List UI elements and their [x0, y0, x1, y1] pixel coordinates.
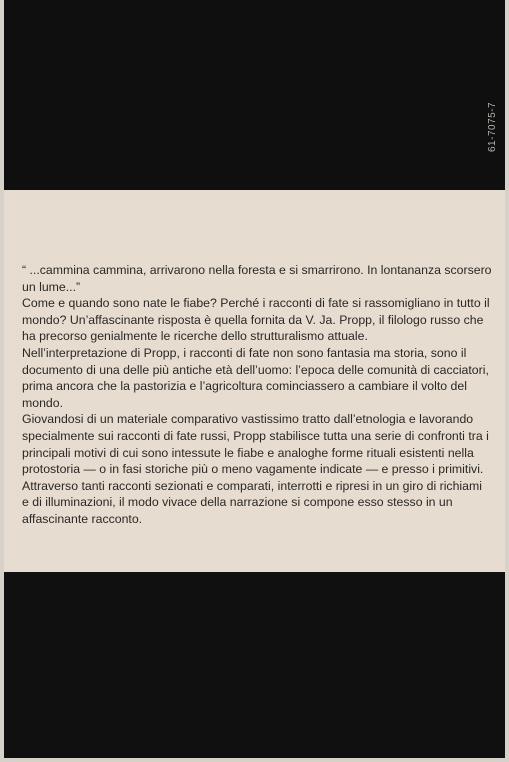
blurb-paragraph-2: Nell’interpretazione di Propp, i racconti di fate non sono fantasia ma storia, sono il documento di una delle più antiche età dell’uomo: l’epoca delle comunità di cacciatori, prima ancora che la pastorizia e l’agricoltura cominciassero a cambiare il volto del mondo. — [22, 345, 489, 410]
top-black-band — [4, 0, 505, 190]
blurb-quote: “ ...cammina cammina, arrivarono nella foresta e si smarrirono. In lontananza scorsero un lume...” — [22, 263, 492, 294]
blurb-paragraph-1: Come e quando sono nate le fiabe? Perché i racconti di fate si rassomigliano in tutto il mondo? Un’affascinante risposta è quella fornita da V. Ja. Propp, il filologo russo che ha precorso genialmente le ricerche dello strutturalismo attuale. — [22, 296, 490, 344]
catalog-code: 61-7075-7 — [487, 101, 498, 152]
back-cover-blurb — [22, 262, 492, 528]
blurb-paragraph-4: Attraverso tanti racconti sezionati e comparati, interrotti e ripresi in un giro di richiami e di illuminazioni, il modo vivace della narrazione si compone esso stesso in un affascinante racconto. — [22, 478, 482, 526]
blurb-paragraph-3: Giovandosi di un materiale comparativo vastissimo tratto dall’etnologia e lavorando specialmente sui racconti di fate russi, Propp stabilisce tutta una serie di confronti tra i principali motivi di cui sono intessute le fiabe e analoghe forme rituali esistenti nella protostoria — o in fasi storiche più o meno vagamente indicate — e presso i primitivi. — [22, 412, 489, 477]
bottom-black-band — [4, 572, 505, 758]
